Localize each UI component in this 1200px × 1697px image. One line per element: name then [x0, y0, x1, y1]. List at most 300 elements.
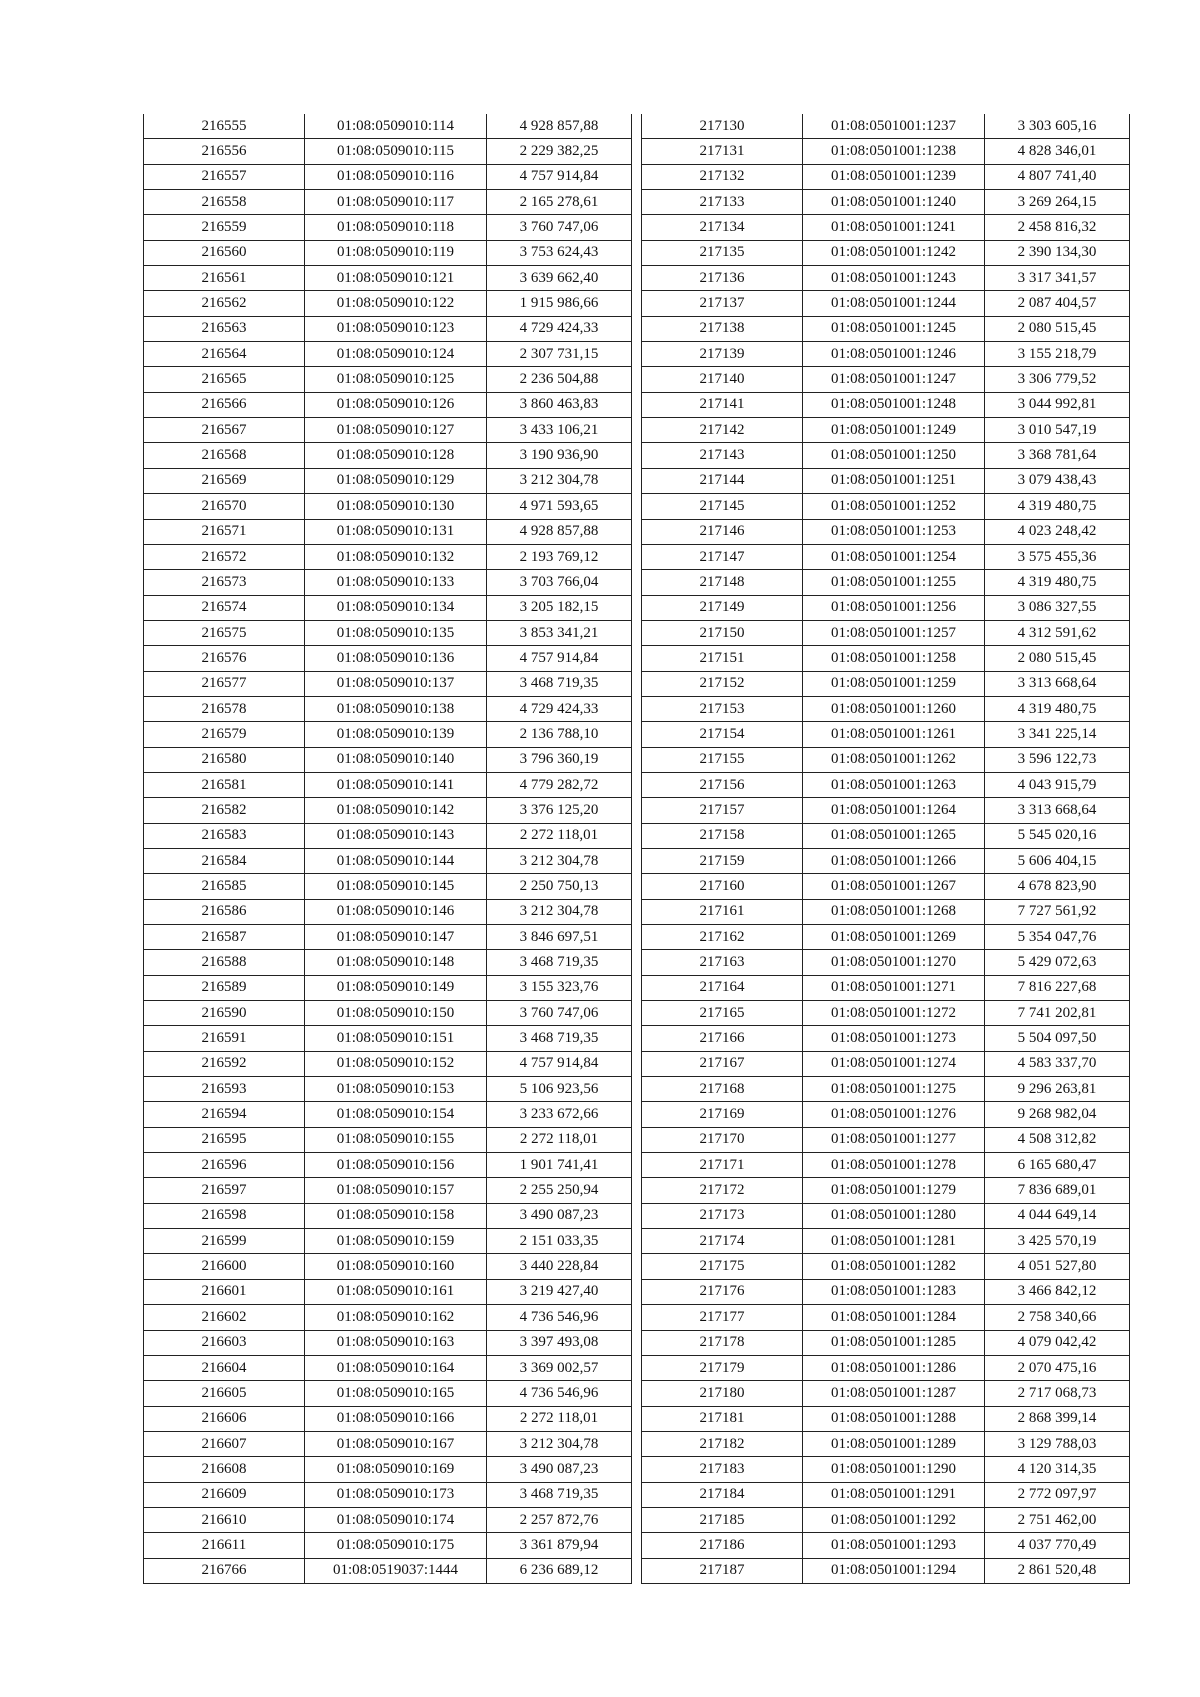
cadastral-value-cell: 2 772 097,97: [985, 1482, 1130, 1507]
cadastral-number-cell: 01:08:0509010:142: [305, 798, 487, 823]
cadastral-value-cell: 9 268 982,04: [985, 1102, 1130, 1127]
cadastral-value-cell: 3 369 002,57: [487, 1355, 632, 1380]
cadastral-value-cell: 3 433 106,21: [487, 418, 632, 443]
table-row: [144, 240, 632, 265]
cadastral-value-cell: 2 257 872,76: [487, 1507, 632, 1532]
row-number-cell: 217154: [642, 722, 803, 747]
table-row: [642, 595, 1130, 620]
cadastral-value-cell: 2 272 118,01: [487, 1406, 632, 1431]
table-row: [642, 468, 1130, 493]
row-number-cell: 216578: [144, 696, 305, 721]
cadastral-number-cell: 01:08:0509010:173: [305, 1482, 487, 1507]
cadastral-number-cell: 01:08:0509010:136: [305, 646, 487, 671]
row-number-cell: 217153: [642, 696, 803, 721]
table-row: [144, 848, 632, 873]
left-table-body: [144, 114, 632, 1583]
row-number-cell: 217185: [642, 1507, 803, 1532]
row-number-cell: 216566: [144, 392, 305, 417]
table-row: [642, 1102, 1130, 1127]
cadastral-value-cell: 3 205 182,15: [487, 595, 632, 620]
table-row: [642, 1381, 1130, 1406]
row-number-cell: 216593: [144, 1077, 305, 1102]
row-number-cell: 217150: [642, 620, 803, 645]
cadastral-number-cell: 01:08:0501001:1265: [803, 823, 985, 848]
table-row: [144, 367, 632, 392]
table-row: [642, 1533, 1130, 1558]
cadastral-number-cell: 01:08:0501001:1277: [803, 1127, 985, 1152]
row-number-cell: 216581: [144, 772, 305, 797]
cadastral-number-cell: 01:08:0501001:1273: [803, 1026, 985, 1051]
cadastral-value-cell: 3 796 360,19: [487, 747, 632, 772]
cadastral-value-cell: 3 468 719,35: [487, 1482, 632, 1507]
right-register-table: [641, 114, 1130, 1584]
cadastral-number-cell: 01:08:0509010:152: [305, 1051, 487, 1076]
cadastral-number-cell: 01:08:0501001:1270: [803, 950, 985, 975]
row-number-cell: 217182: [642, 1431, 803, 1456]
table-row: [642, 925, 1130, 950]
cadastral-number-cell: 01:08:0509010:122: [305, 291, 487, 316]
row-number-cell: 217179: [642, 1355, 803, 1380]
cadastral-number-cell: 01:08:0501001:1247: [803, 367, 985, 392]
table-row: [642, 1507, 1130, 1532]
table-row: [642, 139, 1130, 164]
row-number-cell: 216558: [144, 190, 305, 215]
table-row: [144, 1533, 632, 1558]
row-number-cell: 216573: [144, 570, 305, 595]
cadastral-number-cell: 01:08:0509010:119: [305, 240, 487, 265]
row-number-cell: 216577: [144, 671, 305, 696]
table-row: [144, 1381, 632, 1406]
table-row: [144, 696, 632, 721]
row-number-cell: 217140: [642, 367, 803, 392]
table-row: [642, 291, 1130, 316]
cadastral-number-cell: 01:08:0509010:163: [305, 1330, 487, 1355]
cadastral-value-cell: 2 229 382,25: [487, 139, 632, 164]
cadastral-value-cell: 3 440 228,84: [487, 1254, 632, 1279]
row-number-cell: 216586: [144, 899, 305, 924]
row-number-cell: 217166: [642, 1026, 803, 1051]
cadastral-value-cell: 2 272 118,01: [487, 823, 632, 848]
table-row: [642, 367, 1130, 392]
cadastral-value-cell: 4 023 248,42: [985, 519, 1130, 544]
table-row: [144, 342, 632, 367]
cadastral-number-cell: 01:08:0509010:165: [305, 1381, 487, 1406]
cadastral-value-cell: 6 165 680,47: [985, 1153, 1130, 1178]
cadastral-value-cell: 4 729 424,33: [487, 316, 632, 341]
row-number-cell: 216563: [144, 316, 305, 341]
row-number-cell: 217167: [642, 1051, 803, 1076]
table-row: [642, 1305, 1130, 1330]
row-number-cell: 216564: [144, 342, 305, 367]
row-number-cell: 216571: [144, 519, 305, 544]
table-row: [144, 1330, 632, 1355]
table-row: [144, 1507, 632, 1532]
table-row: [642, 848, 1130, 873]
cadastral-number-cell: 01:08:0501001:1264: [803, 798, 985, 823]
cadastral-number-cell: 01:08:0509010:159: [305, 1229, 487, 1254]
row-number-cell: 217147: [642, 544, 803, 569]
row-number-cell: 216605: [144, 1381, 305, 1406]
row-number-cell: 216569: [144, 468, 305, 493]
table-row: [144, 1305, 632, 1330]
table-row: [144, 899, 632, 924]
table-row: [144, 747, 632, 772]
cadastral-number-cell: 01:08:0501001:1242: [803, 240, 985, 265]
row-number-cell: 216610: [144, 1507, 305, 1532]
cadastral-number-cell: 01:08:0501001:1257: [803, 620, 985, 645]
cadastral-number-cell: 01:08:0509010:150: [305, 1001, 487, 1026]
cadastral-value-cell: 3 269 264,15: [985, 190, 1130, 215]
table-row: [642, 1279, 1130, 1304]
table-row: [642, 342, 1130, 367]
row-number-cell: 216595: [144, 1127, 305, 1152]
row-number-cell: 217178: [642, 1330, 803, 1355]
table-row: [144, 1102, 632, 1127]
table-row: [642, 1406, 1130, 1431]
cadastral-number-cell: 01:08:0501001:1251: [803, 468, 985, 493]
row-number-cell: 216601: [144, 1279, 305, 1304]
cadastral-value-cell: 2 080 515,45: [985, 316, 1130, 341]
row-number-cell: 216585: [144, 874, 305, 899]
table-row: [642, 443, 1130, 468]
cadastral-number-cell: 01:08:0501001:1258: [803, 646, 985, 671]
cadastral-number-cell: 01:08:0501001:1285: [803, 1330, 985, 1355]
table-row: [642, 266, 1130, 291]
row-number-cell: 217176: [642, 1279, 803, 1304]
cadastral-number-cell: 01:08:0501001:1288: [803, 1406, 985, 1431]
row-number-cell: 217159: [642, 848, 803, 873]
cadastral-value-cell: 4 971 593,65: [487, 494, 632, 519]
table-row: [144, 1279, 632, 1304]
cadastral-number-cell: 01:08:0509010:153: [305, 1077, 487, 1102]
table-row: [642, 114, 1130, 139]
row-number-cell: 217161: [642, 899, 803, 924]
cadastral-number-cell: 01:08:0509010:128: [305, 443, 487, 468]
cadastral-value-cell: 2 136 788,10: [487, 722, 632, 747]
cadastral-number-cell: 01:08:0509010:146: [305, 899, 487, 924]
row-number-cell: 216598: [144, 1203, 305, 1228]
cadastral-number-cell: 01:08:0519037:1444: [305, 1558, 487, 1583]
cadastral-number-cell: 01:08:0509010:145: [305, 874, 487, 899]
row-number-cell: 216600: [144, 1254, 305, 1279]
cadastral-number-cell: 01:08:0509010:126: [305, 392, 487, 417]
cadastral-value-cell: 3 129 788,03: [985, 1431, 1130, 1456]
table-row: [144, 1229, 632, 1254]
cadastral-number-cell: 01:08:0501001:1271: [803, 975, 985, 1000]
table-row: [144, 1482, 632, 1507]
cadastral-value-cell: 3 490 087,23: [487, 1203, 632, 1228]
cadastral-number-cell: 01:08:0501001:1255: [803, 570, 985, 595]
cadastral-number-cell: 01:08:0509010:144: [305, 848, 487, 873]
row-number-cell: 216597: [144, 1178, 305, 1203]
table-row: [144, 1127, 632, 1152]
cadastral-number-cell: 01:08:0509010:151: [305, 1026, 487, 1051]
row-number-cell: 217141: [642, 392, 803, 417]
row-number-cell: 217142: [642, 418, 803, 443]
table-row: [642, 1203, 1130, 1228]
cadastral-value-cell: 7 727 561,92: [985, 899, 1130, 924]
cadastral-value-cell: 4 037 770,49: [985, 1533, 1130, 1558]
cadastral-number-cell: 01:08:0501001:1237: [803, 114, 985, 139]
cadastral-number-cell: 01:08:0501001:1256: [803, 595, 985, 620]
cadastral-number-cell: 01:08:0509010:160: [305, 1254, 487, 1279]
cadastral-number-cell: 01:08:0509010:143: [305, 823, 487, 848]
row-number-cell: 216576: [144, 646, 305, 671]
cadastral-value-cell: 2 080 515,45: [985, 646, 1130, 671]
cadastral-number-cell: 01:08:0501001:1266: [803, 848, 985, 873]
table-row: [642, 1026, 1130, 1051]
row-number-cell: 216574: [144, 595, 305, 620]
cadastral-value-cell: 5 606 404,15: [985, 848, 1130, 873]
cadastral-number-cell: 01:08:0501001:1244: [803, 291, 985, 316]
table-row: [642, 798, 1130, 823]
cadastral-number-cell: 01:08:0501001:1279: [803, 1178, 985, 1203]
row-number-cell: 216608: [144, 1457, 305, 1482]
row-number-cell: 217171: [642, 1153, 803, 1178]
cadastral-number-cell: 01:08:0509010:174: [305, 1507, 487, 1532]
cadastral-number-cell: 01:08:0501001:1286: [803, 1355, 985, 1380]
row-number-cell: 216591: [144, 1026, 305, 1051]
cadastral-number-cell: 01:08:0509010:164: [305, 1355, 487, 1380]
table-row: [144, 874, 632, 899]
cadastral-number-cell: 01:08:0501001:1238: [803, 139, 985, 164]
cadastral-number-cell: 01:08:0509010:148: [305, 950, 487, 975]
row-number-cell: 217168: [642, 1077, 803, 1102]
table-row: [144, 823, 632, 848]
table-row: [642, 164, 1130, 189]
cadastral-value-cell: 4 043 915,79: [985, 772, 1130, 797]
cadastral-value-cell: 3 341 225,14: [985, 722, 1130, 747]
table-row: [642, 418, 1130, 443]
cadastral-value-cell: 4 729 424,33: [487, 696, 632, 721]
cadastral-value-cell: 2 307 731,15: [487, 342, 632, 367]
row-number-cell: 216611: [144, 1533, 305, 1558]
cadastral-number-cell: 01:08:0501001:1253: [803, 519, 985, 544]
row-number-cell: 216590: [144, 1001, 305, 1026]
cadastral-value-cell: 4 079 042,42: [985, 1330, 1130, 1355]
row-number-cell: 217158: [642, 823, 803, 848]
cadastral-number-cell: 01:08:0509010:154: [305, 1102, 487, 1127]
row-number-cell: 216594: [144, 1102, 305, 1127]
cadastral-value-cell: 4 757 914,84: [487, 164, 632, 189]
cadastral-number-cell: 01:08:0501001:1283: [803, 1279, 985, 1304]
table-row: [144, 291, 632, 316]
cadastral-value-cell: 2 390 134,30: [985, 240, 1130, 265]
cadastral-value-cell: 3 466 842,12: [985, 1279, 1130, 1304]
table-row: [144, 925, 632, 950]
row-number-cell: 217135: [642, 240, 803, 265]
row-number-cell: 217134: [642, 215, 803, 240]
row-number-cell: 217130: [642, 114, 803, 139]
cadastral-value-cell: 3 306 779,52: [985, 367, 1130, 392]
cadastral-value-cell: 3 368 781,64: [985, 443, 1130, 468]
table-row: [144, 620, 632, 645]
cadastral-value-cell: 4 312 591,62: [985, 620, 1130, 645]
cadastral-number-cell: 01:08:0509010:141: [305, 772, 487, 797]
cadastral-number-cell: 01:08:0501001:1252: [803, 494, 985, 519]
cadastral-value-cell: 3 212 304,78: [487, 899, 632, 924]
table-row: [144, 544, 632, 569]
row-number-cell: 216592: [144, 1051, 305, 1076]
table-row: [642, 1127, 1130, 1152]
cadastral-value-cell: 3 760 747,06: [487, 215, 632, 240]
cadastral-value-cell: 3 468 719,35: [487, 671, 632, 696]
table-row: [642, 570, 1130, 595]
row-number-cell: 217143: [642, 443, 803, 468]
row-number-cell: 217155: [642, 747, 803, 772]
table-row: [144, 519, 632, 544]
cadastral-value-cell: 2 458 816,32: [985, 215, 1130, 240]
cadastral-number-cell: 01:08:0501001:1284: [803, 1305, 985, 1330]
cadastral-value-cell: 3 155 218,79: [985, 342, 1130, 367]
cadastral-number-cell: 01:08:0509010:162: [305, 1305, 487, 1330]
cadastral-value-cell: 5 429 072,63: [985, 950, 1130, 975]
cadastral-value-cell: 4 319 480,75: [985, 570, 1130, 595]
cadastral-number-cell: 01:08:0501001:1259: [803, 671, 985, 696]
cadastral-number-cell: 01:08:0509010:129: [305, 468, 487, 493]
table-row: [642, 1178, 1130, 1203]
table-row: [642, 519, 1130, 544]
cadastral-number-cell: 01:08:0501001:1292: [803, 1507, 985, 1532]
table-row: [642, 1457, 1130, 1482]
cadastral-value-cell: 4 928 857,88: [487, 519, 632, 544]
cadastral-value-cell: 5 354 047,76: [985, 925, 1130, 950]
cadastral-value-cell: 3 639 662,40: [487, 266, 632, 291]
cadastral-value-cell: 7 836 689,01: [985, 1178, 1130, 1203]
cadastral-value-cell: 2 193 769,12: [487, 544, 632, 569]
row-number-cell: 217181: [642, 1406, 803, 1431]
cadastral-number-cell: 01:08:0501001:1262: [803, 747, 985, 772]
cadastral-value-cell: 3 853 341,21: [487, 620, 632, 645]
cadastral-value-cell: 4 051 527,80: [985, 1254, 1130, 1279]
cadastral-value-cell: 4 736 546,96: [487, 1381, 632, 1406]
table-row: [144, 772, 632, 797]
row-number-cell: 216596: [144, 1153, 305, 1178]
cadastral-value-cell: 4 044 649,14: [985, 1203, 1130, 1228]
cadastral-number-cell: 01:08:0509010:137: [305, 671, 487, 696]
table-row: [144, 1203, 632, 1228]
cadastral-value-cell: 4 757 914,84: [487, 646, 632, 671]
table-row: [144, 1001, 632, 1026]
cadastral-value-cell: 4 757 914,84: [487, 1051, 632, 1076]
cadastral-value-cell: 3 468 719,35: [487, 950, 632, 975]
cadastral-number-cell: 01:08:0509010:125: [305, 367, 487, 392]
table-row: [642, 671, 1130, 696]
cadastral-value-cell: 3 317 341,57: [985, 266, 1130, 291]
cadastral-value-cell: 2 717 068,73: [985, 1381, 1130, 1406]
table-row: [642, 772, 1130, 797]
table-row: [144, 1178, 632, 1203]
row-number-cell: 216583: [144, 823, 305, 848]
cadastral-value-cell: 3 010 547,19: [985, 418, 1130, 443]
row-number-cell: 217172: [642, 1178, 803, 1203]
cadastral-number-cell: 01:08:0501001:1267: [803, 874, 985, 899]
row-number-cell: 217149: [642, 595, 803, 620]
cadastral-value-cell: 4 828 346,01: [985, 139, 1130, 164]
row-number-cell: 216599: [144, 1229, 305, 1254]
table-row: [144, 1254, 632, 1279]
cadastral-value-cell: 3 212 304,78: [487, 468, 632, 493]
row-number-cell: 216565: [144, 367, 305, 392]
table-row: [144, 570, 632, 595]
row-number-cell: 217163: [642, 950, 803, 975]
row-number-cell: 216570: [144, 494, 305, 519]
row-number-cell: 217183: [642, 1457, 803, 1482]
cadastral-number-cell: 01:08:0509010:166: [305, 1406, 487, 1431]
cadastral-value-cell: 2 751 462,00: [985, 1507, 1130, 1532]
row-number-cell: 217139: [642, 342, 803, 367]
row-number-cell: 217175: [642, 1254, 803, 1279]
cadastral-value-cell: 3 753 624,43: [487, 240, 632, 265]
table-row: [144, 443, 632, 468]
table-row: [144, 392, 632, 417]
table-row: [144, 722, 632, 747]
cadastral-number-cell: 01:08:0509010:158: [305, 1203, 487, 1228]
table-row: [144, 1431, 632, 1456]
table-row: [642, 1051, 1130, 1076]
cadastral-number-cell: 01:08:0501001:1243: [803, 266, 985, 291]
cadastral-number-cell: 01:08:0501001:1248: [803, 392, 985, 417]
cadastral-value-cell: 4 319 480,75: [985, 696, 1130, 721]
table-row: [642, 1330, 1130, 1355]
row-number-cell: 216609: [144, 1482, 305, 1507]
table-row: [144, 266, 632, 291]
cadastral-value-cell: 9 296 263,81: [985, 1077, 1130, 1102]
cadastral-number-cell: 01:08:0501001:1241: [803, 215, 985, 240]
cadastral-number-cell: 01:08:0509010:155: [305, 1127, 487, 1152]
row-number-cell: 217187: [642, 1558, 803, 1583]
cadastral-number-cell: 01:08:0501001:1272: [803, 1001, 985, 1026]
cadastral-number-cell: 01:08:0509010:127: [305, 418, 487, 443]
table-row: [144, 595, 632, 620]
cadastral-number-cell: 01:08:0509010:123: [305, 316, 487, 341]
cadastral-value-cell: 5 545 020,16: [985, 823, 1130, 848]
row-number-cell: 217132: [642, 164, 803, 189]
table-row: [144, 798, 632, 823]
table-row: [144, 950, 632, 975]
row-number-cell: 216579: [144, 722, 305, 747]
table-row: [642, 240, 1130, 265]
row-number-cell: 217156: [642, 772, 803, 797]
row-number-cell: 216602: [144, 1305, 305, 1330]
cadastral-number-cell: 01:08:0509010:134: [305, 595, 487, 620]
cadastral-value-cell: 3 425 570,19: [985, 1229, 1130, 1254]
table-row: [144, 316, 632, 341]
table-row: [642, 696, 1130, 721]
cadastral-value-cell: 3 212 304,78: [487, 848, 632, 873]
cadastral-number-cell: 01:08:0501001:1276: [803, 1102, 985, 1127]
left-register-table: [143, 114, 632, 1584]
cadastral-number-cell: 01:08:0509010:121: [305, 266, 487, 291]
cadastral-value-cell: 4 807 741,40: [985, 164, 1130, 189]
table-row: [642, 823, 1130, 848]
cadastral-number-cell: 01:08:0509010:117: [305, 190, 487, 215]
cadastral-number-cell: 01:08:0509010:131: [305, 519, 487, 544]
table-row: [642, 392, 1130, 417]
cadastral-number-cell: 01:08:0501001:1294: [803, 1558, 985, 1583]
cadastral-value-cell: 2 861 520,48: [985, 1558, 1130, 1583]
table-row: [642, 1558, 1130, 1583]
cadastral-value-cell: 4 120 314,35: [985, 1457, 1130, 1482]
row-number-cell: 216567: [144, 418, 305, 443]
table-row: [642, 1482, 1130, 1507]
cadastral-number-cell: 01:08:0509010:147: [305, 925, 487, 950]
cadastral-value-cell: 5 504 097,50: [985, 1026, 1130, 1051]
cadastral-value-cell: 4 319 480,75: [985, 494, 1130, 519]
cadastral-value-cell: 2 758 340,66: [985, 1305, 1130, 1330]
table-row: [144, 494, 632, 519]
cadastral-value-cell: 2 255 250,94: [487, 1178, 632, 1203]
